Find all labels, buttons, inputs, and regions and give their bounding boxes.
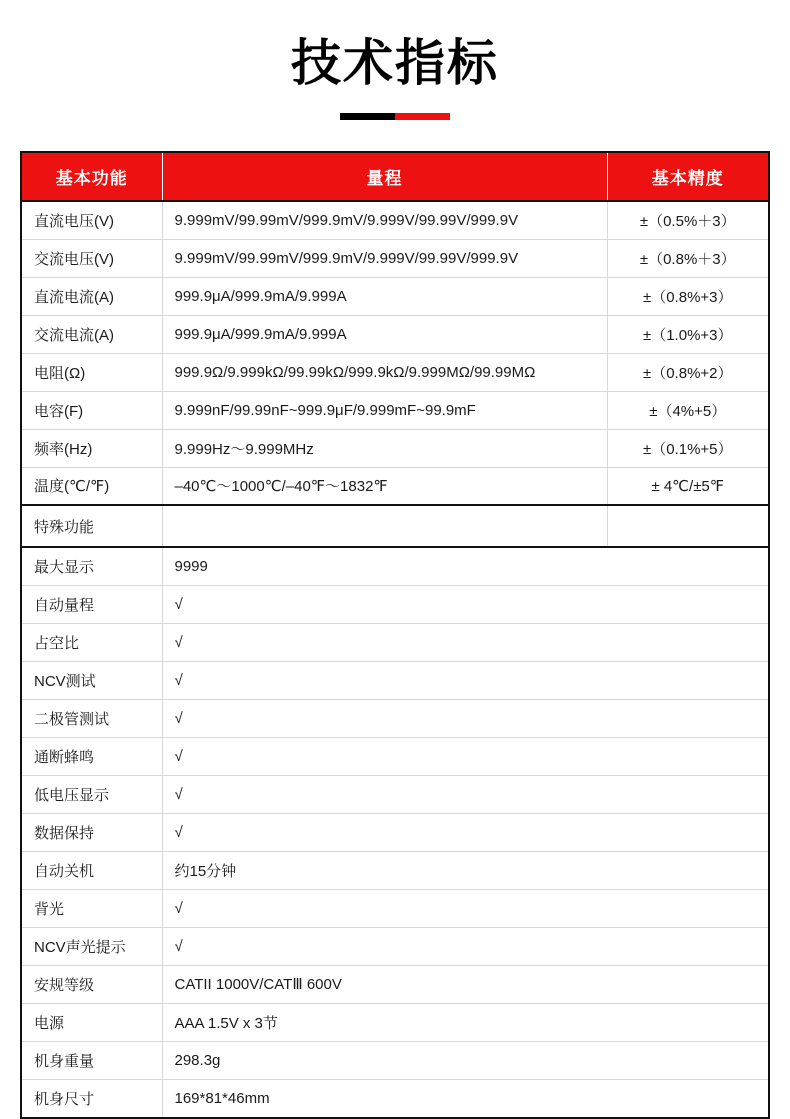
- cell-value: CATII 1000V/CATⅢ 600V: [162, 965, 768, 1003]
- cell-function: 通断蜂鸣: [22, 737, 162, 775]
- cell-range: 999.9μA/999.9mA/9.999A: [162, 277, 607, 315]
- cell-section-range: [162, 505, 607, 547]
- cell-value: 169*81*46mm: [162, 1079, 768, 1117]
- cell-function: NCV测试: [22, 661, 162, 699]
- cell-value: 298.3g: [162, 1041, 768, 1079]
- cell-function: 交流电流(A): [22, 315, 162, 353]
- cell-range: 999.9Ω/9.999kΩ/99.99kΩ/999.9kΩ/9.999MΩ/99.99MΩ: [162, 353, 607, 391]
- cell-accuracy: ±（0.8%+3）: [607, 277, 768, 315]
- cell-function: 自动关机: [22, 851, 162, 889]
- column-header-function: 基本功能: [22, 153, 162, 201]
- table-row: [22, 661, 768, 699]
- cell-function: 直流电压(V): [22, 201, 162, 239]
- cell-value: [162, 775, 768, 813]
- title-block: [0, 0, 790, 120]
- cell-value: [162, 813, 768, 851]
- divider-accent-segment: [395, 113, 450, 120]
- spec-table-body: [22, 201, 768, 1117]
- section-separator-row: [22, 505, 768, 547]
- checkmark-icon: √: [174, 633, 183, 651]
- cell-function: 安规等级: [22, 965, 162, 1003]
- table-row: [22, 813, 768, 851]
- cell-function: 背光: [22, 889, 162, 927]
- table-row: [22, 699, 768, 737]
- cell-function: 自动量程: [22, 585, 162, 623]
- table-row: [22, 547, 768, 585]
- cell-function: 数据保持: [22, 813, 162, 851]
- cell-value: 约15分钟: [162, 851, 768, 889]
- cell-accuracy: ±（0.8%+2）: [607, 353, 768, 391]
- cell-range: 9.999nF/99.99nF~999.9μF/9.999mF~99.9mF: [162, 391, 607, 429]
- spec-table-head: [22, 153, 768, 201]
- cell-section-label: 特殊功能: [22, 505, 162, 547]
- table-row: [22, 1003, 768, 1041]
- cell-function: 二极管测试: [22, 699, 162, 737]
- cell-function: 机身尺寸: [22, 1079, 162, 1117]
- table-row: [22, 201, 768, 239]
- cell-accuracy: ±（4%+5）: [607, 391, 768, 429]
- divider-dark-segment: [340, 113, 395, 120]
- cell-function: 温度(℃/℉): [22, 467, 162, 505]
- table-row: [22, 391, 768, 429]
- table-row: [22, 927, 768, 965]
- checkmark-icon: √: [174, 823, 183, 841]
- checkmark-icon: √: [174, 785, 183, 803]
- checkmark-icon: √: [174, 899, 183, 917]
- cell-value: [162, 737, 768, 775]
- table-row: [22, 315, 768, 353]
- table-row: [22, 277, 768, 315]
- cell-function: 占空比: [22, 623, 162, 661]
- cell-accuracy: ±（0.8%＋3）: [607, 239, 768, 277]
- cell-function: 直流电流(A): [22, 277, 162, 315]
- table-row: [22, 737, 768, 775]
- title-divider: [340, 113, 450, 120]
- table-row: [22, 889, 768, 927]
- table-row: [22, 239, 768, 277]
- cell-value: [162, 585, 768, 623]
- cell-range: 9.999mV/99.99mV/999.9mV/9.999V/99.99V/999.9V: [162, 201, 607, 239]
- spec-table: [22, 153, 768, 1117]
- checkmark-icon: √: [174, 709, 183, 727]
- checkmark-icon: √: [174, 595, 183, 613]
- cell-function: 机身重量: [22, 1041, 162, 1079]
- table-row: [22, 775, 768, 813]
- cell-accuracy: ±（1.0%+3）: [607, 315, 768, 353]
- spec-table-container: [20, 151, 770, 1119]
- cell-value: [162, 699, 768, 737]
- cell-range: 999.9μA/999.9mA/9.999A: [162, 315, 607, 353]
- cell-function: 交流电压(V): [22, 239, 162, 277]
- column-header-accuracy: 基本精度: [607, 153, 768, 201]
- cell-function: 电源: [22, 1003, 162, 1041]
- cell-function: 最大显示: [22, 547, 162, 585]
- table-row: [22, 467, 768, 505]
- table-header-row: [22, 153, 768, 201]
- cell-accuracy: ±（0.5%＋3）: [639, 212, 736, 230]
- table-row: [22, 1041, 768, 1079]
- cell-section-accuracy: [607, 505, 768, 547]
- table-row: [22, 1079, 768, 1117]
- cell-accuracy: ± 4℃/±5℉: [607, 467, 768, 505]
- table-row: [22, 851, 768, 889]
- cell-function: NCV声光提示: [22, 927, 162, 965]
- cell-value: [162, 623, 768, 661]
- cell-range: 9.999mV/99.99mV/999.9mV/9.999V/99.99V/999.9V: [162, 239, 607, 277]
- cell-value: [162, 927, 768, 965]
- cell-value: 9999: [174, 557, 208, 575]
- table-row: [22, 585, 768, 623]
- table-row: [22, 353, 768, 391]
- cell-function: 低电压显示: [22, 775, 162, 813]
- checkmark-icon: √: [174, 671, 183, 689]
- cell-function: 电容(F): [22, 391, 162, 429]
- table-row: [22, 623, 768, 661]
- cell-range: –40℃～1000℃/–40℉～1832℉: [162, 467, 607, 505]
- cell-value: [162, 889, 768, 927]
- cell-value: [162, 661, 768, 699]
- checkmark-icon: √: [174, 937, 183, 955]
- cell-range: 9.999Hz～9.999MHz: [162, 429, 607, 467]
- cell-accuracy: ±（0.1%+5）: [607, 429, 768, 467]
- checkmark-icon: √: [174, 747, 183, 765]
- cell-function: 电阻(Ω): [22, 353, 162, 391]
- column-header-range: 量程: [162, 153, 607, 201]
- page-title: 技术指标: [291, 35, 499, 91]
- cell-value: AAA 1.5V x 3节: [162, 1003, 768, 1041]
- table-row: [22, 429, 768, 467]
- table-row: [22, 965, 768, 1003]
- cell-function: 频率(Hz): [22, 429, 162, 467]
